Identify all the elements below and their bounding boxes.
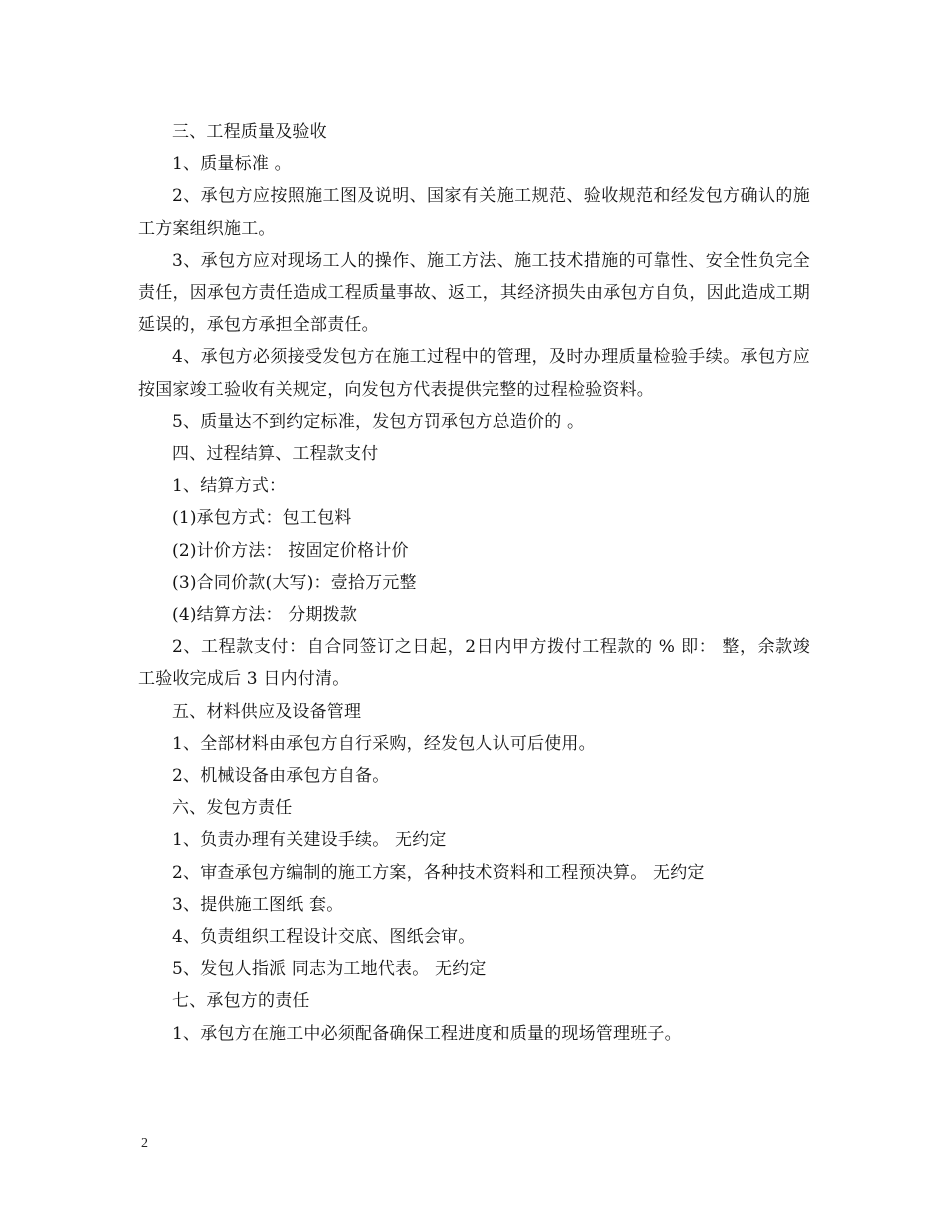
paragraph: (2)计价方法： 按固定价格计价 bbox=[172, 540, 409, 561]
section-heading-quality: 三、工程质量及验收 bbox=[172, 122, 327, 142]
paragraph: 1、结算方式： bbox=[172, 476, 287, 497]
paragraph: 1、负责办理有关建设手续。 无约定 bbox=[172, 830, 447, 851]
paragraph: 1、质量标准 。 bbox=[172, 154, 292, 175]
paragraph: 2、审查承包方编制的施工方案，各种技术资料和工程预决算。 无约定 bbox=[172, 862, 705, 883]
page-number: 2 bbox=[141, 1136, 148, 1151]
paragraph: 1、承包方在施工中必须配备确保工程进度和质量的现场管理班子。 bbox=[172, 1023, 682, 1044]
section-heading-materials: 五、材料供应及设备管理 bbox=[172, 701, 362, 722]
paragraph: (3)合同价款(大写)：壹拾万元整 bbox=[172, 572, 417, 593]
paragraph: 3、提供施工图纸 套。 bbox=[172, 894, 344, 915]
paragraph: 5、发包人指派 同志为工地代表。 无约定 bbox=[172, 959, 487, 980]
paragraph: 1、全部材料由承包方自行采购，经发包人认可后使用。 bbox=[172, 733, 596, 754]
paragraph: (4)结算方法： 分期拨款 bbox=[172, 605, 358, 626]
paragraph: 5、质量达不到约定标准，发包方罚承包方总造价的 。 bbox=[172, 411, 585, 432]
paragraph: 2、工程款支付：自合同签订之日起，2日内甲方拨付工程款的 % 即： 整，余款竣工验收完成后 3 日内付清。 bbox=[138, 637, 810, 690]
paragraph: 4、承包方必须接受发包方在施工过程中的管理，及时办理质量检验手续。承包方应按国家竣工验收有关规定，向发包方代表提供完整的过程检验资料。 bbox=[138, 347, 810, 400]
paragraph: (1)承包方式：包工包料 bbox=[172, 508, 352, 529]
section-heading-contractor-duties: 七、承包方的责任 bbox=[172, 991, 310, 1012]
paragraph: 3、承包方应对现场工人的操作、施工方法、施工技术措施的可靠性、安全性负完全责任，因承包方责任造成工程质量事故、返工，其经济损失由承包方自负，因此造成工期延误的，承包方承担全部责任。 bbox=[138, 250, 810, 336]
paragraph: 2、机械设备由承包方自备。 bbox=[172, 766, 390, 787]
section-heading-settlement: 四、过程结算、工程款支付 bbox=[172, 444, 379, 465]
paragraph: 4、负责组织工程设计交底、图纸会审。 bbox=[172, 927, 476, 948]
paragraph: 2、承包方应按照施工图及说明、国家有关施工规范、验收规范和经发包方确认的施工方案组织施工。 bbox=[138, 186, 810, 239]
section-heading-employer-duties: 六、发包方责任 bbox=[172, 798, 293, 819]
document-body bbox=[138, 116, 810, 1050]
